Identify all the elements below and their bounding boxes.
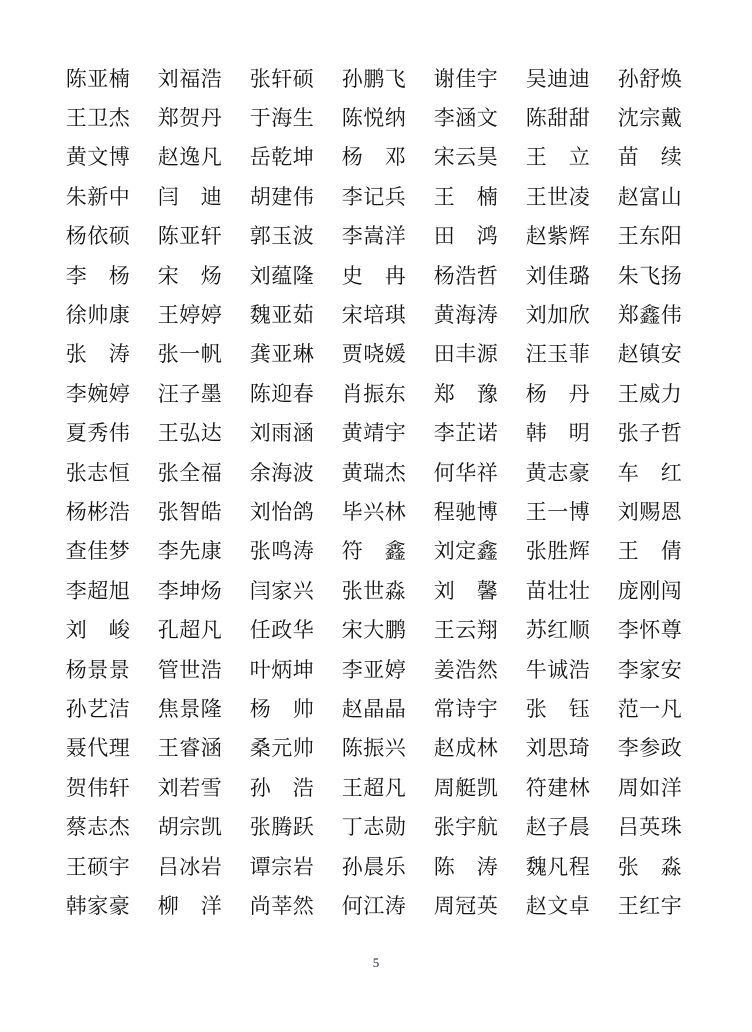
name-cell: 任政华 [249, 618, 315, 643]
name-cell: 李涵文 [433, 106, 499, 131]
name-cell: 肖振东 [341, 381, 407, 406]
name-cell: 夏秀伟 [65, 421, 131, 446]
name-cell: 郑鑫伟 [617, 303, 683, 328]
name-cell: 王东阳 [617, 224, 683, 249]
name-cell: 王云翔 [433, 618, 499, 643]
name-cell: 符 鑫 [341, 539, 407, 564]
name-cell: 刘怡鸽 [249, 499, 315, 524]
name-cell: 张宇航 [433, 815, 499, 840]
name-cell: 何华祥 [433, 460, 499, 485]
name-cell: 李记兵 [341, 184, 407, 209]
name-cell: 李 杨 [65, 263, 131, 288]
name-cell: 赵文卓 [525, 893, 591, 918]
name-cell: 赵紫辉 [525, 224, 591, 249]
name-cell: 黄志豪 [525, 460, 591, 485]
name-cell: 周如洋 [617, 775, 683, 800]
page-number: 5 [372, 955, 380, 970]
name-cell: 张胜辉 [525, 539, 591, 564]
name-cell: 杨景景 [65, 657, 131, 682]
name-cell: 陈亚轩 [157, 224, 223, 249]
name-cell: 岳乾坤 [249, 145, 315, 170]
name-cell: 常诗宇 [433, 696, 499, 721]
name-cell: 胡建伟 [249, 184, 315, 209]
name-cell: 李坤炀 [157, 578, 223, 603]
name-cell: 赵镇安 [617, 342, 683, 367]
name-cell: 尚莘然 [249, 893, 315, 918]
name-cell: 孙 浩 [249, 775, 315, 800]
name-cell: 张 涛 [65, 342, 131, 367]
name-cell: 李参政 [617, 736, 683, 761]
name-cell: 王硕宇 [65, 854, 131, 879]
name-cell: 龚亚琳 [249, 342, 315, 367]
name-cell: 庞刚闯 [617, 578, 683, 603]
name-cell: 王 楠 [433, 184, 499, 209]
name-cell: 范一凡 [617, 696, 683, 721]
name-cell: 王红宇 [617, 893, 683, 918]
name-cell: 牛诚浩 [525, 657, 591, 682]
name-cell: 丁志勋 [341, 815, 407, 840]
name-cell: 贾哓媛 [341, 342, 407, 367]
name-cell: 孙鹏飞 [341, 66, 407, 91]
name-cell: 朱飞扬 [617, 263, 683, 288]
name-cell: 吕冰岩 [157, 854, 223, 879]
name-cell: 张智皓 [157, 499, 223, 524]
name-cell: 周冠英 [433, 893, 499, 918]
name-cell: 张世淼 [341, 578, 407, 603]
name-cell: 叶炳坤 [249, 657, 315, 682]
name-cell: 闫家兴 [249, 578, 315, 603]
name-cell: 王超凡 [341, 775, 407, 800]
name-cell: 沈宗戴 [617, 106, 683, 131]
name-cell: 王世凌 [525, 184, 591, 209]
name-cell: 蔡志杰 [65, 815, 131, 840]
name-cell: 王弘达 [157, 421, 223, 446]
name-cell: 陈亚楠 [65, 66, 131, 91]
name-cell: 孙舒焕 [617, 66, 683, 91]
name-cell: 魏凡程 [525, 854, 591, 879]
name-cell: 查佳梦 [65, 539, 131, 564]
name-cell: 赵子晨 [525, 815, 591, 840]
name-cell: 闫 迪 [157, 184, 223, 209]
name-cell: 管世浩 [157, 657, 223, 682]
name-cell: 焦景隆 [157, 696, 223, 721]
name-cell: 赵晶晶 [341, 696, 407, 721]
name-cell: 陈振兴 [341, 736, 407, 761]
name-cell: 黄瑞杰 [341, 460, 407, 485]
name-cell: 赵逸凡 [157, 145, 223, 170]
name-cell: 张子哲 [617, 421, 683, 446]
name-cell: 杨 帅 [249, 696, 315, 721]
name-cell: 王一博 [525, 499, 591, 524]
name-cell: 史 冉 [341, 263, 407, 288]
name-cell: 张 钰 [525, 696, 591, 721]
name-cell: 王卫杰 [65, 106, 131, 131]
name-cell: 张全福 [157, 460, 223, 485]
name-cell: 胡宗凯 [157, 815, 223, 840]
name-cell: 吕英珠 [617, 815, 683, 840]
name-cell: 李亚婷 [341, 657, 407, 682]
name-cell: 朱新中 [65, 184, 131, 209]
name-cell: 桑元帅 [249, 736, 315, 761]
name-cell: 陈悦纳 [341, 106, 407, 131]
name-cell: 姜浩然 [433, 657, 499, 682]
name-cell: 韩家豪 [65, 893, 131, 918]
names-list [52, 58, 696, 925]
name-cell: 刘定鑫 [433, 539, 499, 564]
name-cell: 刘若雪 [157, 775, 223, 800]
name-cell: 陈甜甜 [525, 106, 591, 131]
name-cell: 王威力 [617, 381, 683, 406]
name-cell: 郭玉波 [249, 224, 315, 249]
name-cell: 杨依硕 [65, 224, 131, 249]
name-cell: 苗壮壮 [525, 578, 591, 603]
name-cell: 李怀尊 [617, 618, 683, 643]
name-cell: 黄文博 [65, 145, 131, 170]
name-cell: 张腾跃 [249, 815, 315, 840]
name-cell: 聂代理 [65, 736, 131, 761]
name-cell: 王 立 [525, 145, 591, 170]
name-cell: 孔超凡 [157, 618, 223, 643]
name-cell: 杨彬浩 [65, 499, 131, 524]
name-cell: 赵富山 [617, 184, 683, 209]
name-cell: 刘赐恩 [617, 499, 683, 524]
name-cell: 王婷婷 [157, 303, 223, 328]
name-cell: 刘加欣 [525, 303, 591, 328]
name-cell: 汪玉菲 [525, 342, 591, 367]
name-cell: 宋云昊 [433, 145, 499, 170]
name-cell: 刘雨涵 [249, 421, 315, 446]
name-cell: 何江涛 [341, 893, 407, 918]
name-cell: 宋大鹏 [341, 618, 407, 643]
name-cell: 张鸣涛 [249, 539, 315, 564]
name-cell: 张志恒 [65, 460, 131, 485]
name-cell: 符建林 [525, 775, 591, 800]
name-cell: 王 倩 [617, 539, 683, 564]
name-cell: 张一帆 [157, 342, 223, 367]
name-cell: 刘佳璐 [525, 263, 591, 288]
name-cell: 陈 涛 [433, 854, 499, 879]
name-cell: 贺伟轩 [65, 775, 131, 800]
name-cell: 汪子墨 [157, 381, 223, 406]
name-cell: 郑贺丹 [157, 106, 223, 131]
name-cell: 谢佳宇 [433, 66, 499, 91]
name-cell: 张 淼 [617, 854, 683, 879]
name-cell: 苗 续 [617, 145, 683, 170]
name-cell: 程驰博 [433, 499, 499, 524]
name-cell: 柳 洋 [157, 893, 223, 918]
name-cell: 陈迎春 [249, 381, 315, 406]
name-cell: 田丰源 [433, 342, 499, 367]
name-cell: 宋培琪 [341, 303, 407, 328]
name-cell: 宋 炀 [157, 263, 223, 288]
name-cell: 黄海涛 [433, 303, 499, 328]
name-cell: 李芷诺 [433, 421, 499, 446]
name-cell: 李婉婷 [65, 381, 131, 406]
name-cell: 田 鸿 [433, 224, 499, 249]
name-cell: 孙晨乐 [341, 854, 407, 879]
name-cell: 赵成林 [433, 736, 499, 761]
name-cell: 刘 馨 [433, 578, 499, 603]
name-cell: 杨 丹 [525, 381, 591, 406]
name-cell: 刘 峻 [65, 618, 131, 643]
name-cell: 王睿涵 [157, 736, 223, 761]
name-cell: 于海生 [249, 106, 315, 131]
name-cell: 刘思琦 [525, 736, 591, 761]
name-cell: 孙艺洁 [65, 696, 131, 721]
name-cell: 李嵩洋 [341, 224, 407, 249]
name-cell: 刘蕴隆 [249, 263, 315, 288]
name-cell: 李先康 [157, 539, 223, 564]
name-cell: 吴迪迪 [525, 66, 591, 91]
name-cell: 韩 明 [525, 421, 591, 446]
name-cell: 谭宗岩 [249, 854, 315, 879]
name-cell: 张轩硕 [249, 66, 315, 91]
name-cell: 杨 邓 [341, 145, 407, 170]
name-cell: 徐帅康 [65, 303, 131, 328]
name-cell: 余海波 [249, 460, 315, 485]
name-cell: 杨浩哲 [433, 263, 499, 288]
name-cell: 车 红 [617, 460, 683, 485]
name-cell: 刘福浩 [157, 66, 223, 91]
name-cell: 毕兴林 [341, 499, 407, 524]
name-cell: 李超旭 [65, 578, 131, 603]
name-cell: 郑 豫 [433, 381, 499, 406]
name-cell: 苏红顺 [525, 618, 591, 643]
name-cell: 李家安 [617, 657, 683, 682]
name-cell: 周艇凯 [433, 775, 499, 800]
name-cell: 魏亚茹 [249, 303, 315, 328]
name-cell: 黄靖宇 [341, 421, 407, 446]
